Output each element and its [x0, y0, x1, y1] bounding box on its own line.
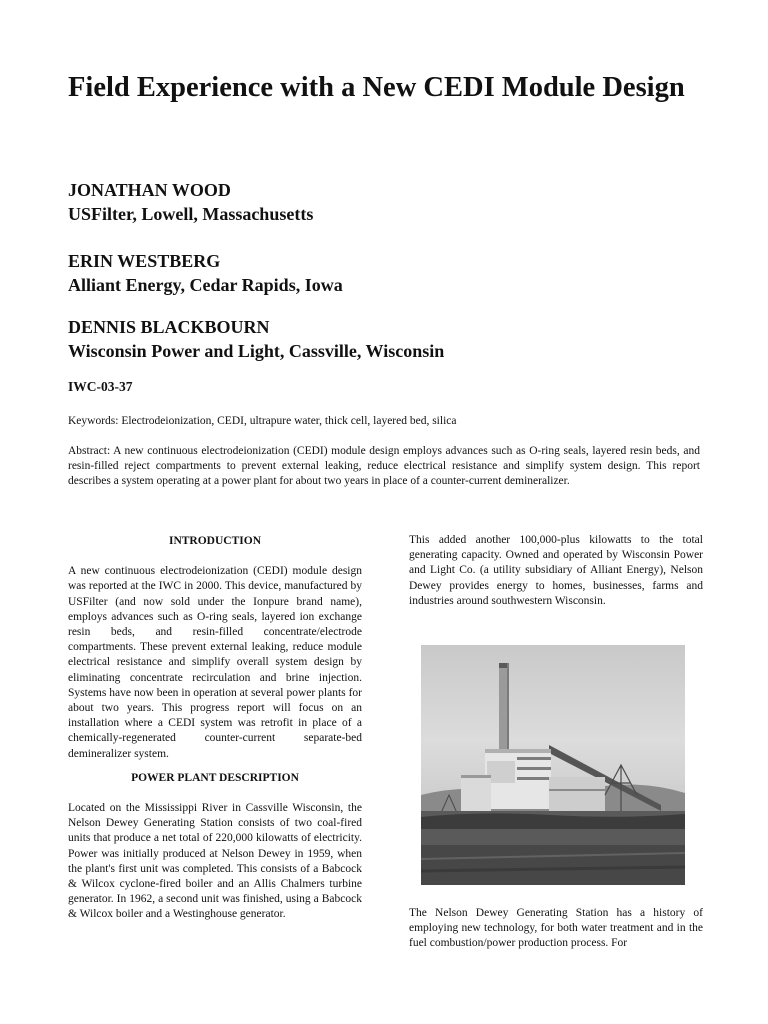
author-affiliation: Wisconsin Power and Light, Cassville, Wisconsin: [68, 341, 445, 361]
author-block-3: [68, 315, 728, 363]
keywords: Keywords: Electrodeionization, CEDI, ultrapure water, thick cell, layered bed, silica: [68, 415, 457, 427]
right-column-text: This added another 100,000-plus kilowatts to the total generating capacity. Owned and operated by Wisconsin Power and Light Co. (a utility subsidiary of Alliant Energy), Nelson Dewey provides energy to homes, businesses, farms and industries around southwestern Wisconsin.: [409, 534, 703, 607]
author-name: JONATHAN WOOD: [68, 180, 231, 200]
author-name: DENNIS BLACKBOURN: [68, 317, 270, 337]
introduction-text: A new continuous electrodeionization (CEDI) module design was reported at the IWC in 2000. This device, manufactured by USFilter (and now sold under the Ionpure brand name), employs advances such as O-ring seals, layered ion exchange resin beds, and resin-filled concentrate/electrode compartments. These prevent external leaking, reduce module electrical resistance and simplify overall system design by eliminating concentrate recirculation and brine injection. Systems have now been in operation at several power plants for about two years. This progress report will focus on an installation where a CEDI system was retrofit in place of a chemically-regenerated counter-current separate-bed demineralizer system.: [68, 565, 362, 760]
author-affiliation: Alliant Energy, Cedar Rapids, Iowa: [68, 275, 343, 295]
paper-code: IWC-03-37: [68, 379, 133, 394]
caption-text: The Nelson Dewey Generating Station has a history of employing new technology, for both water treatment and in the fuel combustion/power production process. For: [409, 907, 703, 950]
power-plant-photo: [421, 645, 685, 885]
right-column: [409, 533, 703, 609]
left-column: [68, 534, 362, 923]
plant-description-heading: POWER PLANT DESCRIPTION: [131, 771, 299, 784]
author-affiliation: USFilter, Lowell, Massachusetts: [68, 204, 314, 224]
author-name: ERIN WESTBERG: [68, 251, 221, 271]
introduction-heading: INTRODUCTION: [168, 535, 261, 547]
plant-description-text: Located on the Mississippi River in Cassville Wisconsin, the Nelson Dewey Generating Station consists of two coal-fired units that produce a net total of 220,000 kilowatts of electricity. Power was initially produced at Nelson Dewey in 1959, when the plant's first unit was completed. This consists of a Babcock & Wilcox cyclone-fired boiler and an Allis Chalmers turbine generator. In 1962, a second unit was finished, using a Babcock & Wilcox boiler and a Westinghouse generator.: [68, 802, 362, 921]
caption-column: [409, 906, 703, 952]
author-block-1: [68, 178, 728, 226]
paper-title: Field Experience with a New CEDI Module Design: [68, 72, 685, 103]
abstract: Abstract: A new continuous electrodeionization (CEDI) module design employs advances such as O-ring seals, layered resin beds, and resin-filled reject compartments to prevent external leaking, reduce electrical resistance and simplify system design. This report describes a system operating at a power plant for about two years in place of a counter-current demineralizer.: [68, 445, 700, 488]
author-block-2: [68, 249, 728, 297]
